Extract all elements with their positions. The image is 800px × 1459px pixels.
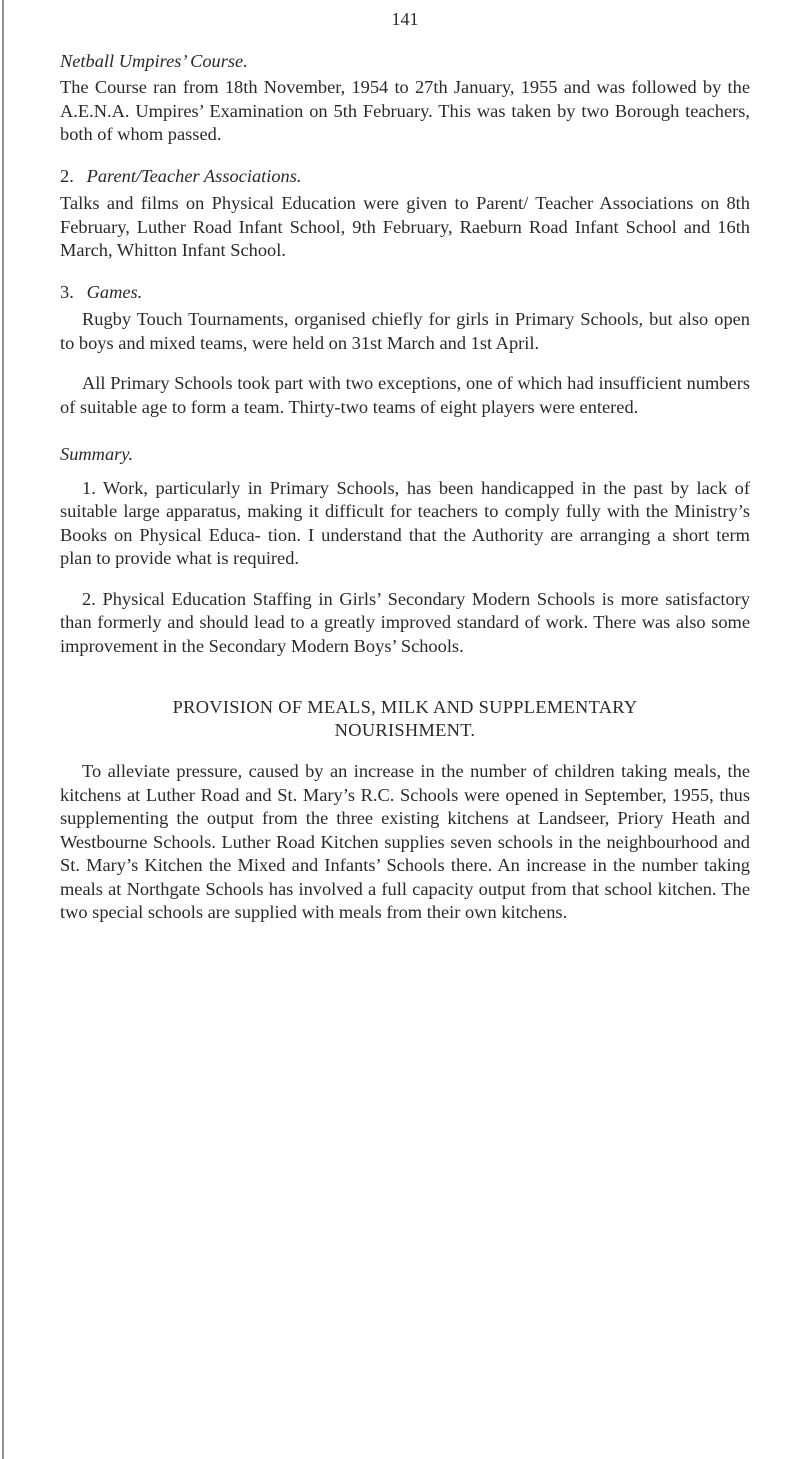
netball-section: [60, 50, 750, 147]
provision-heading: [60, 696, 750, 742]
summary-paragraph-1: 1. Work, particularly in Primary Schools, has been handicapped in the past by lack of suitable large apparatus, making it difficult for teachers to comply fully with the Ministry’s Books on Physical Educa- tion. I understand that the Authority are arranging a short term plan to provide what is required.: [60, 477, 750, 568]
parent-teacher-number: 2.: [60, 165, 74, 186]
games-heading: [60, 281, 750, 305]
games-number: 3.: [60, 281, 74, 302]
games-paragraph-1: Rugby Touch Tournaments, organised chiefly for girls in Primary Schools, but also open to boys and mixed teams, were held on 31st March and 1st April.: [60, 309, 750, 353]
netball-heading: Netball Umpires’ Course.: [60, 50, 248, 71]
provision-text: To alleviate pressure, caused by an increase in the number of children taking meals, the kitchens at Luther Road and St. Mary’s R.C. Schools were opened in September, 1955, thus supplementing the output from the three existing kitchens at Landseer, Priory Heath and Westbourne Schools. Luther Road Kitchen supplies seven schools in the neighbourhood and St. Mary’s Kitchen the Mixed and Infants’ Schools there. An increase in the number taking meals at Northgate Schools has involved a full capacity output from that school kitchen. The two special schools are supplied with meals from their own kitchens.: [60, 761, 750, 922]
games-section: [60, 281, 750, 420]
document-page: [60, 8, 750, 925]
provision-heading-line-2: NOURISHMENT.: [334, 720, 476, 740]
parent-teacher-text: Talks and films on Physical Education were given to Parent/ Teacher Associations on 8th February, Luther Road Infant School, 9th February, Raeburn Road Infant School and 16th March, Whitton Infant School.: [60, 193, 750, 260]
summary-section: [60, 443, 750, 658]
parent-teacher-heading: [60, 165, 750, 189]
games-title: Games.: [86, 281, 143, 302]
games-paragraph-2: All Primary Schools took part with two exceptions, one of which had insufficient numbers of suitable age to form a team. Thirty-two teams of eight players were entered.: [60, 373, 750, 417]
page-number: 141: [391, 9, 419, 29]
netball-text: The Course ran from 18th November, 1954 to 27th January, 1955 and was followed by the A.E.N.A. Umpires’ Examination on 5th February. This was taken by two Borough teachers, both of whom passed.: [60, 77, 750, 144]
parent-teacher-title: Parent/Teacher Associations.: [86, 165, 302, 186]
parent-teacher-section: [60, 165, 750, 263]
page-edge-rule: [2, 0, 4, 1459]
provision-heading-line-1: PROVISION OF MEALS, MILK AND SUPPLEMENTARY: [172, 697, 638, 717]
summary-paragraph-2: 2. Physical Education Staffing in Girls’ Secondary Modern Schools is more satisfactory than formerly and should lead to a greatly improved standard of work. There was also some improvement in the Secondary Modern Boys’ Schools.: [60, 588, 750, 656]
summary-heading: Summary.: [60, 444, 134, 464]
